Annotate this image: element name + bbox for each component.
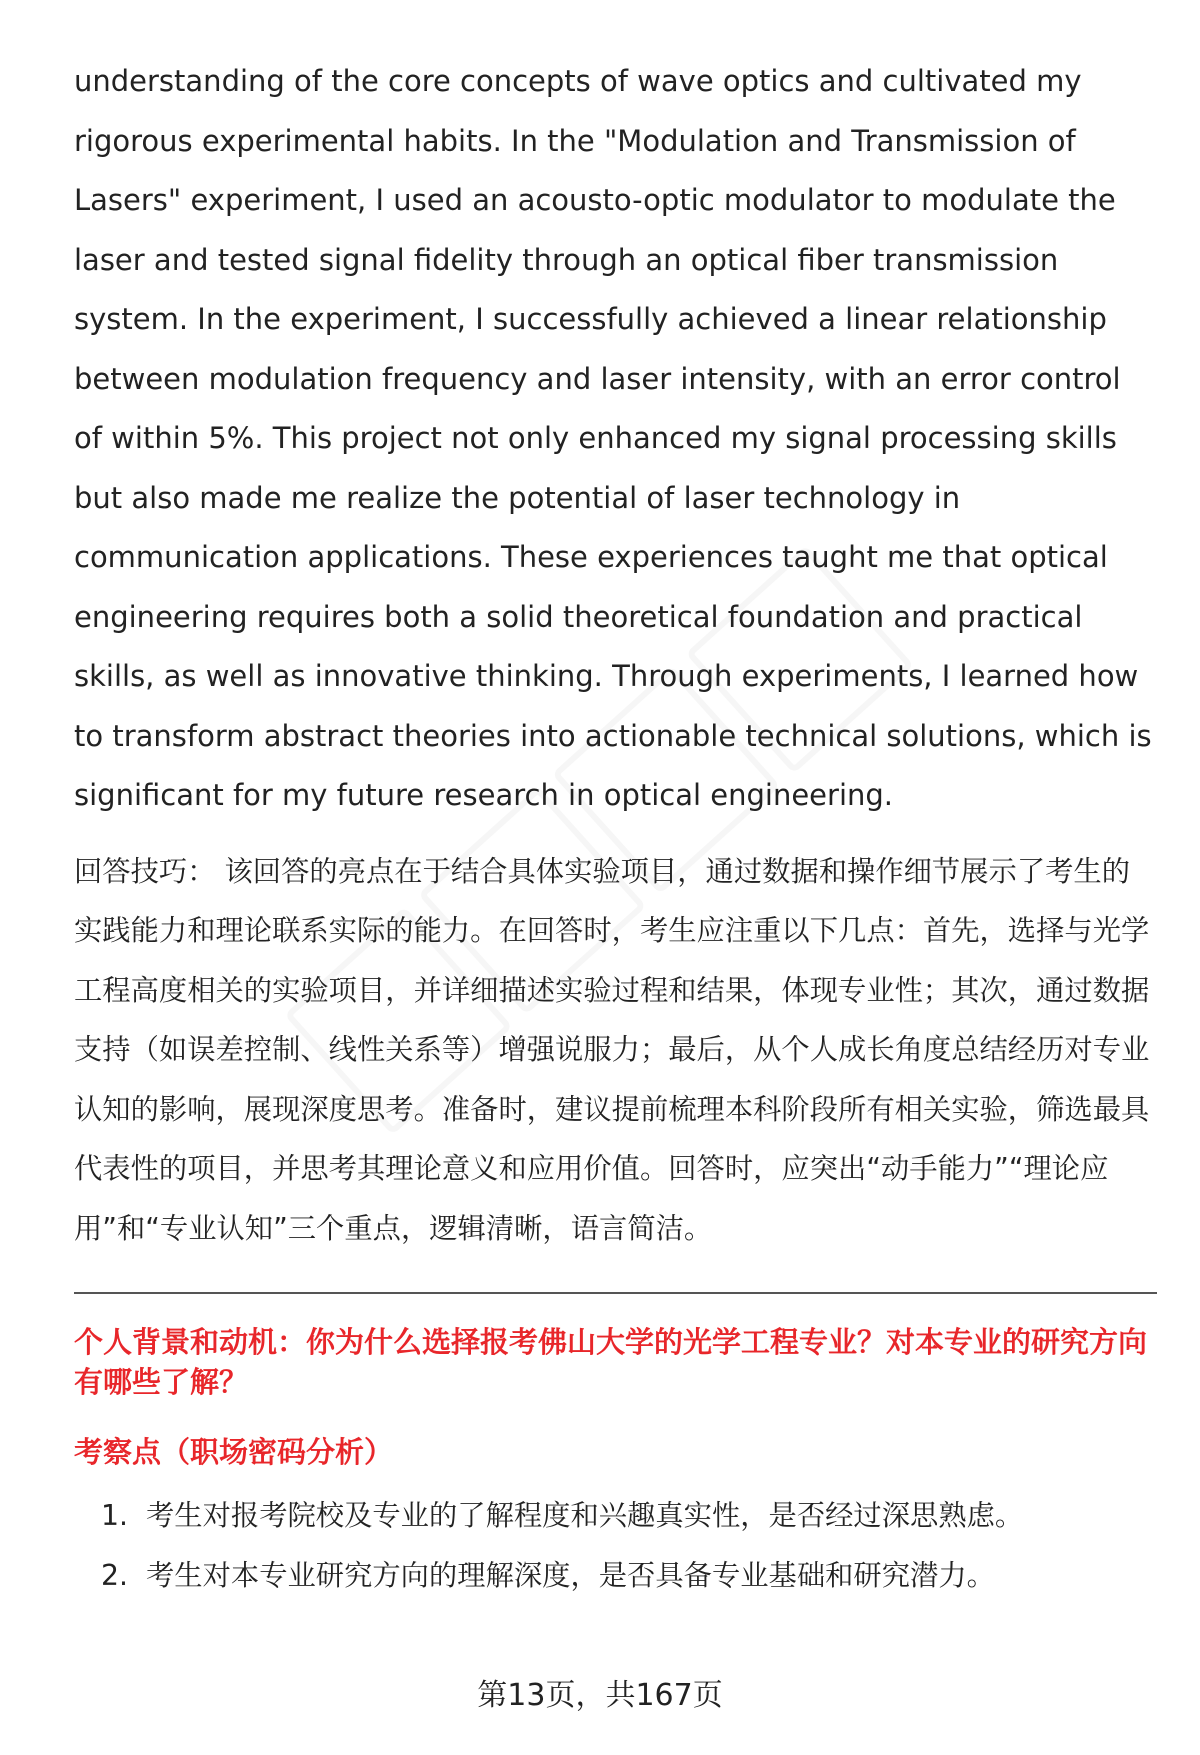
answer-tips-text: 该回答的亮点在于结合具体实验项目，通过数据和操作细节展示了考生的实践能力和理论联系实际的能力。在回答时，考生应注重以下几点：首先，选择与光学工程高度相关的实验项目，并详细描述实验过程和结果，体现专业性；其次，通过数据支持（如误差控制、线性关系等）增强说服力；最后，从个人成长角度总结经历对专业认知的影响，展现深度思考。准备时，建议提前梳理本科阶段所有相关实验，筛选最具代表性的项目，并思考其理论意义和应用价值。回答时，应突出“动手能力”“理论应用”和“专业认知”三个重点，逻辑清晰，语言简洁。 [74, 854, 1150, 1245]
assessment-points-heading: 考察点（职场密码分析） [74, 1435, 394, 1469]
list-item-text: 考生对报考院校及专业的了解程度和兴趣真实性，是否经过深思熟虑。 [146, 1499, 1024, 1532]
assessment-points-list [74, 1486, 1157, 1606]
section-divider [74, 1292, 1157, 1294]
question-heading: 个人背景和动机：你为什么选择报考佛山大学的光学工程专业？对本专业的研究方向有哪些了解？ [74, 1325, 1148, 1399]
document-page [74, 52, 1157, 1606]
answer-tips-paragraph [74, 842, 1157, 1259]
list-item-number: 2. [101, 1559, 128, 1592]
page-number-footer: 第13页，共167页 [477, 1678, 723, 1713]
answer-tips-label: 回答技巧： [74, 854, 216, 888]
list-item-number: 1. [101, 1499, 128, 1532]
english-paragraph: understanding of the core concepts of wave optics and cultivated my rigorous experimental habits. In the "Modulation and Transmission of Lasers" experiment, I used an acousto-optic modulator to modulate the laser and tested signal fidelity through an optical fiber transmission system. In the experiment, I successfully achieved a linear relationship between modulation frequency and laser intensity, with an error control of within 5%. This project not only enhanced my signal processing skills but also made me realize the potential of laser technology in communication applications. These experiences taught me that optical engineering requires both a solid theoretical foundation and practical skills, as well as innovative thinking. Through experiments, I learned how to transform abstract theories into actionable technical solutions, which is significant for my future research in optical engineering. [74, 64, 1152, 812]
list-item [74, 1546, 1157, 1606]
list-item [74, 1486, 1157, 1546]
list-item-text: 考生对本专业研究方向的理解深度，是否具备专业基础和研究潜力。 [146, 1559, 995, 1592]
